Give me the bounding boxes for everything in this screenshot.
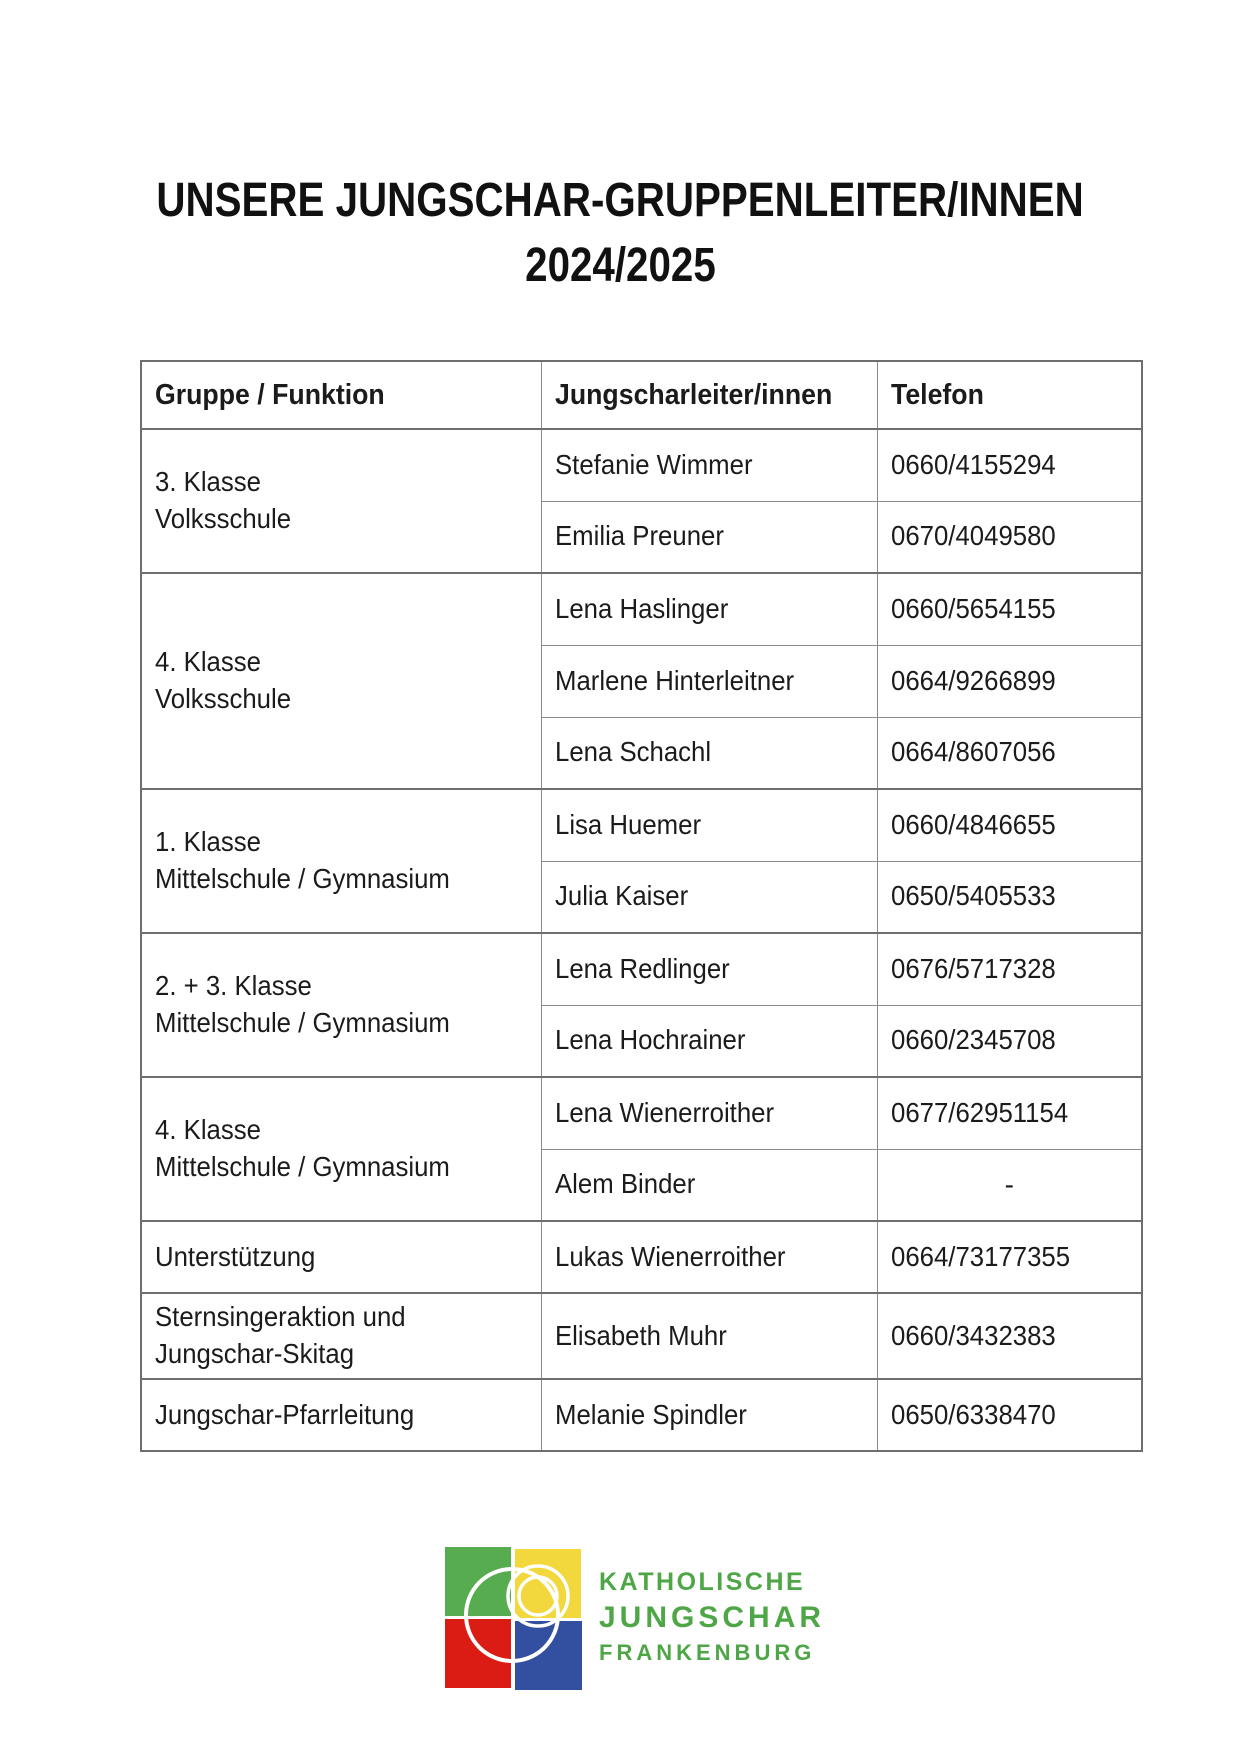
table-row bbox=[141, 1379, 1142, 1451]
leader-name-cell: Melanie Spindler bbox=[541, 1379, 877, 1451]
table-row bbox=[141, 1077, 1142, 1149]
page-title-line1: UNSERE JUNGSCHAR-GRUPPENLEITER/INNEN bbox=[156, 174, 1084, 227]
header-row bbox=[141, 361, 1142, 429]
phone-cell: - bbox=[877, 1149, 1142, 1221]
logo-text bbox=[599, 1570, 825, 1664]
table-body bbox=[141, 429, 1142, 1451]
phone-cell: 0660/4155294 bbox=[877, 429, 1142, 501]
logo-text-jungschar: JUNGSCHAR bbox=[599, 1601, 826, 1634]
leader-name-cell: Lena Haslinger bbox=[541, 573, 877, 645]
phone-cell: 0650/5405533 bbox=[877, 861, 1142, 933]
leader-name-cell: Lukas Wienerroither bbox=[541, 1221, 877, 1293]
logo-text-frankenburg: FRANKENBURG bbox=[599, 1640, 816, 1665]
phone-cell: 0670/4049580 bbox=[877, 501, 1142, 573]
leader-name-cell: Alem Binder bbox=[541, 1149, 877, 1221]
table-row bbox=[141, 933, 1142, 1005]
phone-cell: 0676/5717328 bbox=[877, 933, 1142, 1005]
logo-square-blue bbox=[515, 1621, 582, 1690]
leader-name-cell: Elisabeth Muhr bbox=[541, 1293, 877, 1379]
leader-name-cell: Lena Schachl bbox=[541, 717, 877, 789]
leader-name-cell: Lena Redlinger bbox=[541, 933, 877, 1005]
phone-cell: 0650/6338470 bbox=[877, 1379, 1142, 1451]
column-header-gruppe-funktion: Gruppe / Funktion bbox=[141, 361, 541, 429]
group-cell: 1. Klasse Mittelschule / Gymnasium bbox=[141, 789, 541, 933]
group-cell: Sternsingeraktion und Jungschar-Skitag bbox=[141, 1293, 541, 1379]
jungschar-logo-icon bbox=[445, 1547, 583, 1691]
group-cell: 3. Klasse Volksschule bbox=[141, 429, 541, 573]
logo-square-red bbox=[445, 1619, 511, 1688]
leader-name-cell: Lena Hochrainer bbox=[541, 1005, 877, 1077]
table-row bbox=[141, 429, 1142, 501]
page-title bbox=[0, 168, 1240, 298]
page-title-line2: 2024/2025 bbox=[524, 239, 716, 292]
phone-cell: 0660/4846655 bbox=[877, 789, 1142, 861]
table-row bbox=[141, 1221, 1142, 1293]
phone-cell: 0660/5654155 bbox=[877, 573, 1142, 645]
leader-name-cell: Stefanie Wimmer bbox=[541, 429, 877, 501]
group-cell: 2. + 3. Klasse Mittelschule / Gymnasium bbox=[141, 933, 541, 1077]
phone-cell: 0660/2345708 bbox=[877, 1005, 1142, 1077]
group-cell: Jungschar-Pfarrleitung bbox=[141, 1379, 541, 1451]
table-row bbox=[141, 1293, 1142, 1379]
group-cell: 4. Klasse Mittelschule / Gymnasium bbox=[141, 1077, 541, 1221]
leader-name-cell: Julia Kaiser bbox=[541, 861, 877, 933]
leader-name-cell: Emilia Preuner bbox=[541, 501, 877, 573]
leader-name-cell: Lena Wienerroither bbox=[541, 1077, 877, 1149]
group-cell: Unterstützung bbox=[141, 1221, 541, 1293]
phone-cell: 0664/8607056 bbox=[877, 717, 1142, 789]
phone-cell: 0664/73177355 bbox=[877, 1221, 1142, 1293]
column-header-jungscharleiter: Jungscharleiter/innen bbox=[541, 361, 877, 429]
phone-cell: 0677/62951154 bbox=[877, 1077, 1142, 1149]
table-header bbox=[141, 361, 1142, 429]
leader-name-cell: Lisa Huemer bbox=[541, 789, 877, 861]
leader-name-cell: Marlene Hinterleitner bbox=[541, 645, 877, 717]
table-row bbox=[141, 789, 1142, 861]
phone-cell: 0664/9266899 bbox=[877, 645, 1142, 717]
table-row bbox=[141, 573, 1142, 645]
phone-cell: 0660/3432383 bbox=[877, 1293, 1142, 1379]
leaders-table bbox=[140, 360, 1143, 1452]
group-cell: 4. Klasse Volksschule bbox=[141, 573, 541, 789]
logo bbox=[445, 1547, 825, 1691]
column-header-telefon: Telefon bbox=[877, 361, 1142, 429]
logo-text-katholische: KATHOLISCHE bbox=[599, 1568, 806, 1596]
